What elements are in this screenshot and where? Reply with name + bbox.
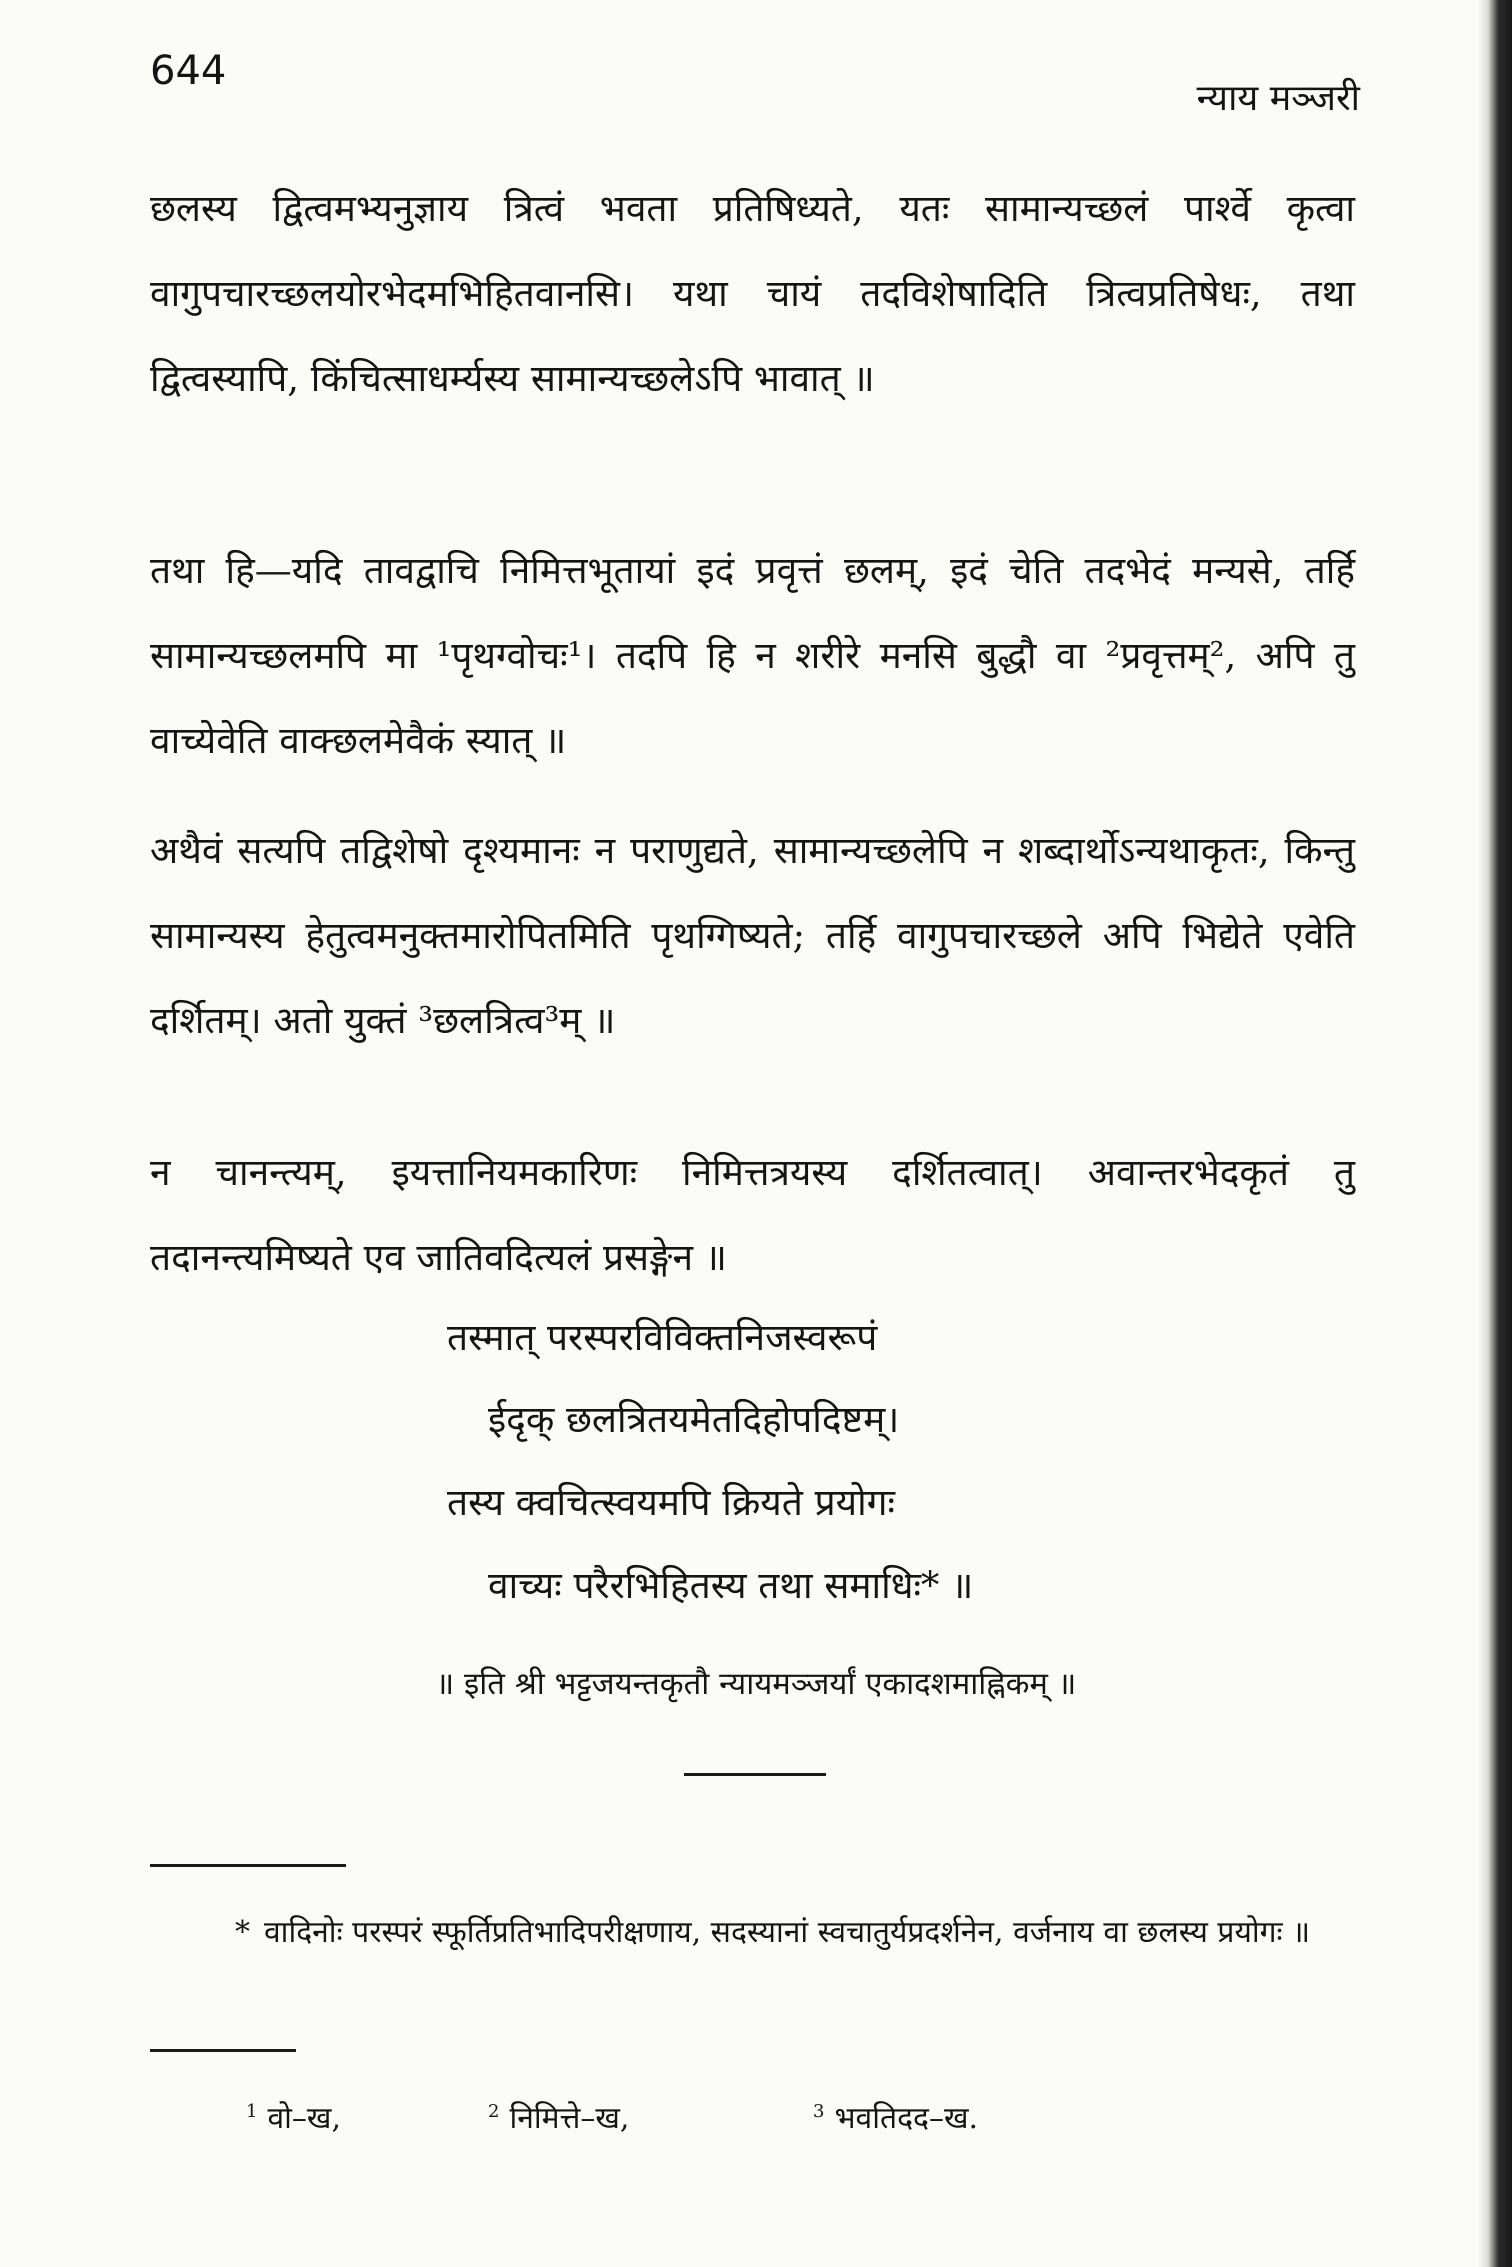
variant-text: भवतिदद–ख.	[834, 2101, 979, 2136]
variant-text: निमित्ते–ख,	[509, 2101, 630, 2136]
paragraph: छलस्य द्वित्वमभ्यनुज्ञाय त्रित्वं भवता प्रतिषिध्यते, यतः सामान्यच्छलं पार्श्वे कृत्वा वागुपचारच्छलयोरभेदमभिहितवानसि। यथा चायं तदविशेषादिति त्रित्वप्रतिषेधः, तथा द्वित्वस्यापि, किंचित्साधर्म्यस्य सामान्यच्छलेऽपि भावात् ॥	[150, 187, 1355, 400]
variant-reading	[246, 2096, 341, 2137]
footnote-marker: *	[235, 1915, 250, 1950]
verse-line: तस्मात् परस्परविविक्तनिजस्वरूपं	[447, 1316, 878, 1359]
variant-number: 3	[813, 2101, 825, 2122]
variant-reading	[488, 2096, 629, 2137]
verse-line: वाच्यः परैरभिहितस्य तथा समाधिः* ॥	[488, 1564, 974, 1607]
variants-rule	[150, 2049, 296, 2052]
page-number: 644	[150, 48, 227, 94]
colophon: ॥ इति श्री भट्टजयन्तकृतौ न्यायमञ्जर्यां एकादशमाह्निकम् ॥	[435, 1666, 1077, 1702]
paragraph: अथैवं सत्यपि तद्विशेषो दृश्यमानः न पराणुद्यते, सामान्यच्छलेपि न शब्दार्थोऽन्यथाकृतः, किन्तु सामान्यस्य हेतुत्वमनुक्तमारोपितमिति पृथग्गिष्यते; तर्हि वागुपचारच्छले अपि भिद्येते एवेति दर्शितम्। अतो युक्तं ³छलत्रित्व³म् ॥	[150, 829, 1355, 1042]
footnote	[150, 1903, 1355, 1963]
variant-text: वो–ख,	[267, 2101, 341, 2136]
variant-reading	[813, 2096, 978, 2137]
footnote-text: वादिनोः परस्परं स्फूर्तिप्रतिभादिपरीक्षणाय, सदस्यानां स्वचातुर्यप्रदर्शनेन, वर्जनाय वा छलस्य प्रयोगः ॥	[264, 1915, 1311, 1950]
verse-line: तस्य क्वचित्स्वयमपि क्रियते प्रयोगः	[447, 1481, 895, 1524]
page-binding-edge	[1478, 0, 1512, 2267]
variant-number: 2	[488, 2101, 500, 2122]
section-divider	[684, 1773, 826, 1776]
verse-line: ईदृक् छलत्रितयमेतदिहोपदिष्टम्।	[488, 1398, 900, 1441]
running-head: न्याय मञ्जरी	[1196, 78, 1360, 119]
paragraph: तथा हि—यदि तावद्वाचि निमित्तभूतायां इदं प्रवृत्तं छलम्, इदं चेति तदभेदं मन्यसे, तर्हि सामान्यच्छलमपि मा ¹पृथग्वोचः¹। तदपि हि न शरीरे मनसि बुद्धौ वा ²प्रवृत्तम्², अपि तु वाच्येवेति वाक्छलमेवैकं स्यात् ॥	[150, 549, 1355, 762]
paragraph: न चानन्त्यम्, इयत्तानियमकारिणः निमित्तत्रयस्य दर्शितत्वात्। अवान्तरभेदकृतं तु तदानन्त्यमिष्यते एव जातिवदित्यलं प्रसङ्गेन ॥	[150, 1151, 1355, 1279]
footnote-rule	[150, 1864, 346, 1867]
variant-number: 1	[246, 2101, 258, 2122]
